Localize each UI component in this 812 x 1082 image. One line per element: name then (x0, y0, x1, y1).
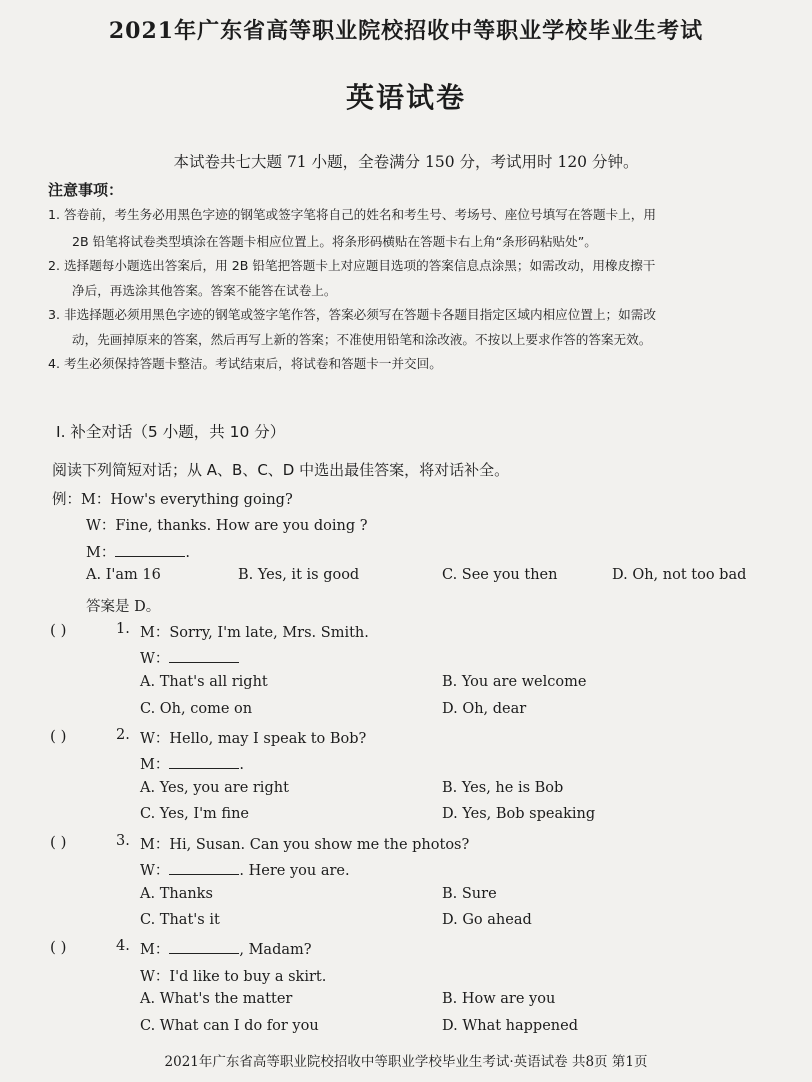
question-number: 2. (116, 727, 130, 743)
option-d: D. Go ahead (442, 912, 532, 928)
section-instruction: 阅读下列简短对话；从 A、B、C、D 中选出最佳答案，将对话补全。 (52, 461, 510, 479)
answer-paren[interactable]: ( ) (50, 938, 67, 956)
answer-blank[interactable] (169, 939, 239, 954)
question-blank-line: M： . (140, 753, 244, 774)
question-number: 3. (116, 833, 130, 849)
option-c: C. Yes, I'm fine (140, 806, 250, 822)
answer-blank[interactable] (115, 542, 185, 557)
question-blank-line: W： . Here you are. (140, 859, 350, 880)
option-d: D. Oh, not too bad (612, 567, 747, 583)
question-number: 1. (116, 621, 130, 637)
example-answer: 答案是 D。 (86, 599, 161, 615)
note-line: 2. 选择题每小题选出答案后，用 2B 铅笔把答题卡上对应题目选项的答案信息点涂黑；如需改动，用橡皮擦干 (48, 258, 656, 273)
example-block (52, 488, 293, 509)
note-line: 2B 铅笔将试卷类型填涂在答题卡相应位置上。将条形码横贴在答题卡右上角“条形码粘贴处”。 (72, 234, 597, 249)
exam-subtitle: 英语试卷 (345, 81, 466, 114)
option-a: A. That's all right (140, 674, 268, 690)
question-number: 4. (116, 938, 130, 954)
page-footer: 2021年广东省高等职业院校招收中等职业学校毕业生考试·英语试卷 共8页 第1页 (164, 1054, 648, 1070)
answer-paren[interactable]: ( ) (50, 727, 67, 745)
option-b: B. You are welcome (442, 674, 587, 690)
option-d: D. Yes, Bob speaking (442, 806, 596, 822)
question-line: M：Sorry, I'm late, Mrs. Smith. (140, 625, 369, 641)
example-line: W：Fine, thanks. How are you doing ? (86, 518, 368, 534)
answer-blank[interactable] (169, 648, 239, 663)
note-line: 3. 非选择题必须用黑色字迹的钢笔或签字笔作答，答案必须写在答题卡各题目指定区域内相应位置上；如需改 (48, 307, 656, 322)
option-d: D. What happened (442, 1018, 578, 1034)
exam-title: 2021年广东省高等职业院校招收中等职业学校毕业生考试 (108, 18, 704, 44)
option-c: C. What can I do for you (140, 1018, 319, 1034)
option-a: A. Yes, you are right (140, 780, 289, 796)
notes-heading: 注意事项： (48, 181, 124, 199)
option-d: D. Oh, dear (442, 701, 527, 717)
question-line: W：Hello, may I speak to Bob? (140, 731, 367, 747)
question-line: M：Hi, Susan. Can you show me the photos? (140, 837, 470, 853)
exam-intro: 本试卷共七大题 71 小题，全卷满分 150 分，考试用时 120 分钟。 (173, 153, 639, 171)
answer-blank[interactable] (169, 860, 239, 875)
option-b: B. How are you (442, 991, 556, 1007)
answer-paren[interactable]: ( ) (50, 833, 67, 851)
option-b: B. Yes, it is good (238, 567, 360, 583)
answer-paren[interactable]: ( ) (50, 621, 67, 639)
question-line: W：I'd like to buy a skirt. (140, 969, 327, 985)
option-c: C. See you then (442, 567, 558, 583)
option-a: A. Thanks (140, 886, 213, 902)
note-line: 动，先画掉原来的答案，然后再写上新的答案；不准使用铅笔和涂改液。不按以上要求作答的答案无效。 (72, 332, 652, 347)
section-heading: I. 补全对话（5 小题，共 10 分） (56, 423, 286, 441)
option-c: C. Oh, come on (140, 701, 253, 717)
question-blank-line: W： (140, 647, 239, 668)
example-line: M：How's everything going? (81, 492, 293, 508)
example-blank-line: M： . (86, 541, 190, 562)
option-b: B. Sure (442, 886, 497, 902)
note-line: 4. 考生必须保持答题卡整洁。考试结束后，将试卷和答题卡一并交回。 (48, 356, 442, 371)
option-a: A. I'am 16 (86, 567, 161, 583)
option-b: B. Yes, he is Bob (442, 780, 564, 796)
question-blank-line: M： , Madam? (140, 938, 312, 959)
option-a: A. What's the matter (140, 991, 293, 1007)
note-line: 1. 答卷前，考生务必用黑色字迹的钢笔或签字笔将自己的姓名和考生号、考场号、座位号填写在答题卡上，用 (48, 207, 656, 222)
note-line: 净后，再选涂其他答案。答案不能答在试卷上。 (72, 283, 337, 298)
answer-blank[interactable] (169, 754, 239, 769)
example-label: 例： (52, 492, 81, 508)
option-c: C. That's it (140, 912, 220, 928)
